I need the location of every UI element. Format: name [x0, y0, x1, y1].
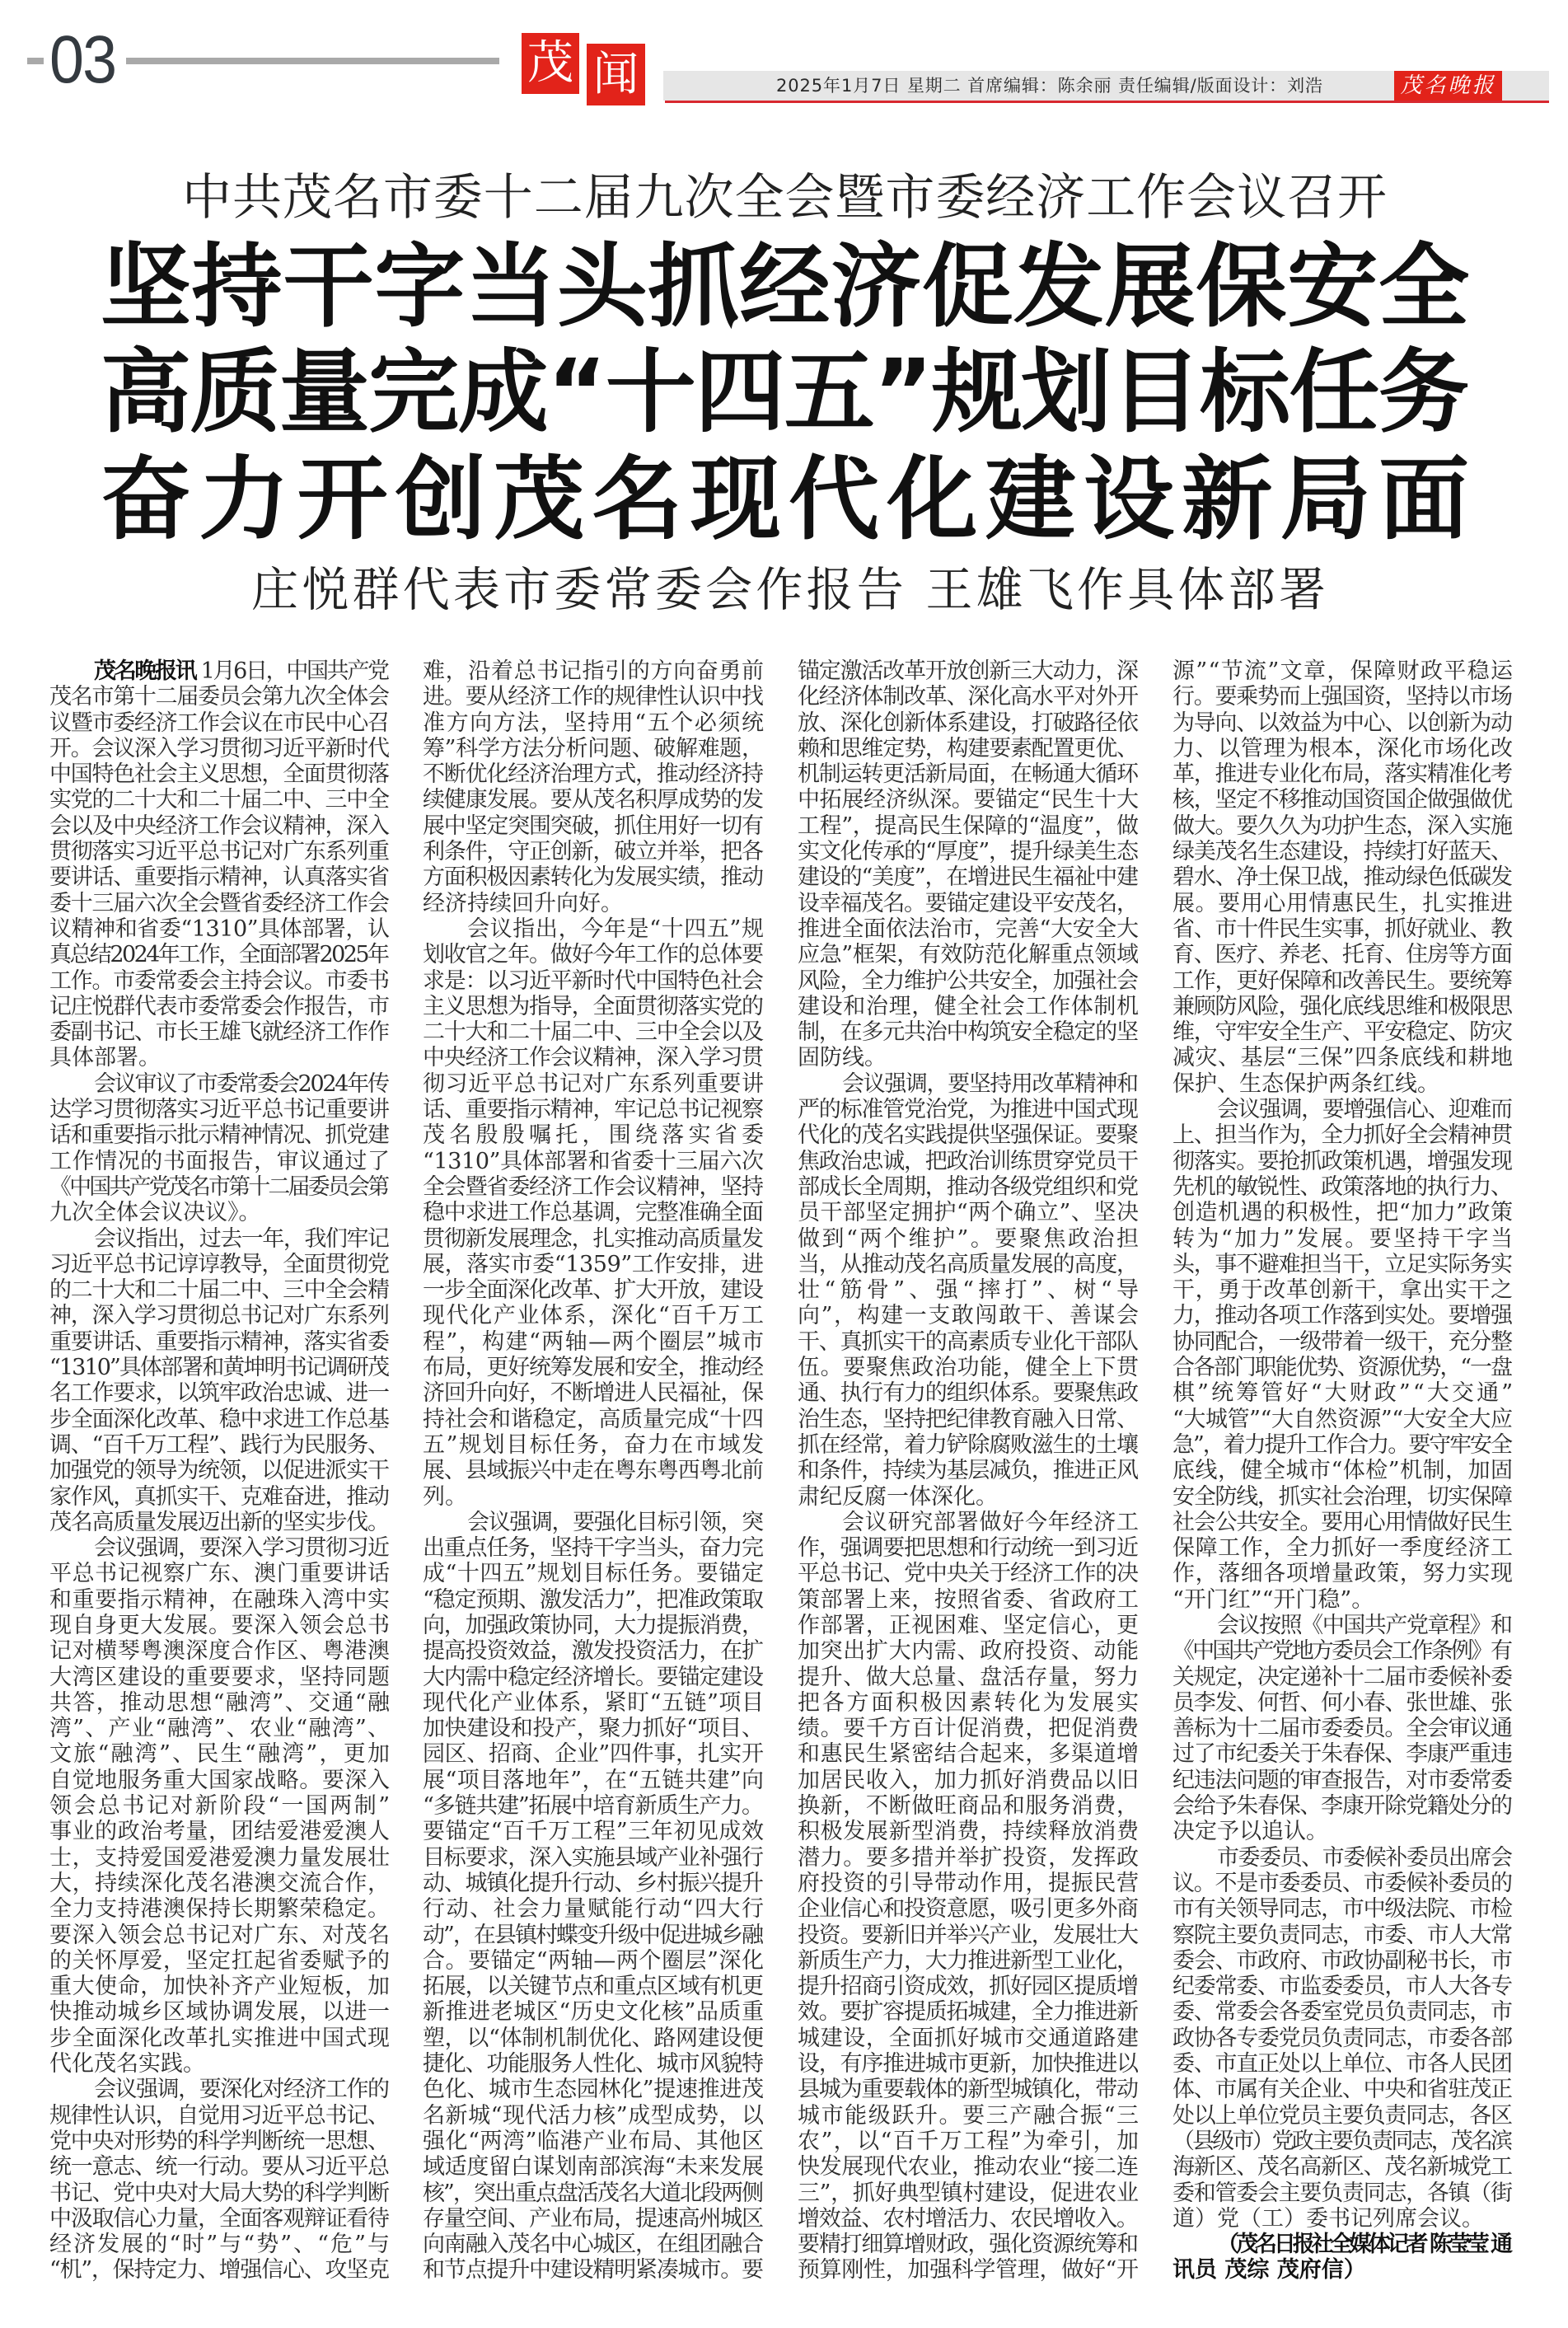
header-rule: [126, 58, 499, 64]
text-line: 建设的“美度”，在增进民生福祉中建: [798, 864, 1138, 891]
text-line: 稳中求进工作总基调，完整准确全面: [423, 1200, 763, 1226]
text-line: 先机的敏锐性、政策落地的执行力、: [1172, 1173, 1512, 1200]
text-line: 工作，更好保障和改善民生。要统筹: [1172, 967, 1512, 994]
headline-line: 奋力开创茂名现代化建设新局面: [101, 447, 1477, 552]
text-line: 机制运转更活新局面，在畅通大循环: [798, 761, 1138, 788]
text-line: 调、“百千万工程”、践行为民服务、: [49, 1431, 389, 1458]
article-column: [423, 658, 769, 2284]
text-line: 议。不是市委委员、市委候补委员的: [1172, 1870, 1512, 1896]
article-paragraph: [49, 1071, 390, 1226]
text-line: 锚定激活改革开放创新三大动力，深: [798, 658, 1138, 684]
text-line: 投资。要新旧并举兴产业，发展壮大: [798, 1922, 1138, 1948]
article-column: [1172, 658, 1516, 2284]
text-line: 和条件，持续为基层减负，推进正风: [798, 1458, 1138, 1484]
text-line: 具体部署。: [49, 1045, 161, 1071]
text-line: 统一意志、统一行动。要从习近平总: [49, 2154, 389, 2180]
text-line-content: 1月6日，中国共产党: [195, 658, 388, 684]
text-line: 焦政治忠诚，把政治训练贯穿党员干: [798, 1148, 1138, 1174]
text-line: 当，从推动茂名高质量发展的高度，: [798, 1251, 1138, 1277]
text-line: 现代化产业体系，紧盯“五链”项目: [423, 1689, 765, 1716]
text-line: （县级市）党政主要负责同志，茂名滨: [1172, 2128, 1511, 2154]
text-line: 协同配合，一级带着一级干，充分整: [1172, 1328, 1512, 1355]
text-line: 五”规划目标任务，奋力在市域发: [423, 1431, 765, 1458]
text-line: 决定予以追认。: [1172, 1819, 1328, 1845]
text-line: 部成长全周期，推动各级党组织和党: [798, 1173, 1138, 1200]
text-line: 设幸福茂名。要锚定建设平安茂名，: [798, 890, 1138, 916]
text-line: “机”，保持定力、增强信心、攻坚克: [49, 2257, 389, 2284]
text-line: 中国特色社会主义思想，全面贯彻落: [49, 761, 389, 788]
text-line: 做大。要久久为功护生态，深入实施: [1172, 813, 1512, 839]
text-line: 合。要锚定“两轴—两个圈层”深化: [423, 1947, 765, 1974]
text-line: 展，落实市委“1359”工作安排，进: [423, 1251, 764, 1277]
text-line: 固防线。: [798, 1045, 887, 1071]
text-line: 预算刚性，加强科学管理，做好“开: [798, 2257, 1139, 2284]
text-line: 神，深入学习贯彻总书记对广东系列: [49, 1303, 389, 1329]
text-line: 肃纪反腐一体深化。: [798, 1483, 998, 1510]
text-line: 向，加强政策协同，大力提振消费，: [423, 1612, 763, 1638]
text-line: 程”，构建“两轴—两个圈层”城市: [423, 1328, 765, 1355]
text-line: 会给予朱春保、李康开除党籍处分的: [1172, 1793, 1512, 1820]
headline-line: 坚持干字当头抓经济促发展保安全: [101, 234, 1470, 340]
text-line: 工作情况的书面报告，审议通过了: [49, 1148, 391, 1174]
article-paragraph: [49, 2077, 390, 2283]
text-line: 绿美茂名生态建设，持续打好蓝天、: [1172, 839, 1512, 865]
text-line: 中央经济工作会议精神，深入学习贯: [423, 1045, 763, 1071]
text-line: 的二十大和二十届二中、三中全会精: [49, 1277, 389, 1304]
article-paragraph: [49, 658, 390, 1071]
editor-designer: 责任编辑/版面设计：刘浩: [1117, 76, 1323, 96]
text-line: 减灾、基层“三保”四条底线和耕地: [1172, 1045, 1514, 1071]
issue-weekday: 星期二: [906, 76, 962, 96]
text-line: “大城管”“大自然资源”“大安全大应: [1172, 1406, 1513, 1432]
text-line: 茂名市第十二届委员会第九次全体会: [49, 684, 389, 710]
text-line: 湾”、产业“融湾”、农业“融湾”、: [49, 1716, 391, 1742]
text-line: 关规定，决定递补十二届市委候补委: [1172, 1664, 1512, 1690]
text-line: 绩。要千方百计促消费，把促消费: [798, 1716, 1140, 1742]
section-badge-char: 茂: [522, 33, 579, 94]
text-line: 平总书记视察广东、澳门重要讲话: [49, 1561, 391, 1587]
text-line: 记庄悦群代表市委常委会作报告，市: [49, 993, 389, 1019]
text-line: 核”，突出重点盘活茂名大道北段两侧: [423, 2180, 763, 2206]
text-line: 创造机遇的积极性，把“加力”政策: [1172, 1200, 1514, 1226]
text-line: “1310”具体部署和省委十三届六次: [423, 1148, 764, 1174]
text-line: 企业信心和投资意愿，吸引更多外商: [798, 1896, 1138, 1923]
text-line: 步全面深化改革扎实推进中国式现: [49, 2025, 391, 2051]
text-line: 名新城“现代活力核”成型成势，以: [423, 2102, 765, 2129]
text-line: 议暨市委经济工作会议在市民中心召: [49, 710, 389, 736]
text-line: 工程”，提高民生保障的“温度”，做: [798, 813, 1139, 839]
text-line: 重大使命，加快补齐产业短板，加: [49, 1974, 391, 2000]
text-line: 快发展现代农业，推动农业“接二连: [798, 2154, 1139, 2180]
text-line: 新质生产力，大力推进新型工业化，: [798, 1947, 1138, 1974]
text-line: 员李发、何哲、何小春、张世雄、张: [1172, 1689, 1512, 1716]
text-line: 会议强调，要深化对经济工作的: [94, 2077, 389, 2103]
text-line: 放、深化创新体系建设，打破路径依: [798, 710, 1138, 736]
text-line: 棋”统筹管好“大财政”“大交通”: [1172, 1380, 1516, 1407]
text-line: 源”“节流”文章，保障财政平稳运: [1172, 658, 1514, 684]
text-line: 和节点提升中建设精明紧凑城市。要: [423, 2257, 763, 2284]
text-line: 治生态，坚持把纪律教育融入日常、: [798, 1406, 1138, 1432]
article-paragraph: [1172, 658, 1513, 1097]
text-line: 转为“加力”发展。要坚持干字当: [1172, 1225, 1515, 1252]
text-line: 兼顾防风险，强化底线思维和极限思: [1172, 993, 1512, 1019]
text-line: 党中央对形势的科学判断统一思想、: [49, 2128, 389, 2154]
text-line: 士，支持爱国爱港爱澳力量发展壮: [49, 1844, 391, 1871]
text-line: 做到“两个维护”。要聚焦政治担: [798, 1225, 1141, 1252]
text-line: 方面积极因素转化为发展实绩，推动: [423, 864, 763, 891]
text-line: 九次全体会议决议》。: [49, 1200, 261, 1226]
text-line: 不断优化经济治理方式，推动经济持: [423, 761, 763, 788]
text-line: 把各方面积极因素转化为发展实: [798, 1689, 1141, 1716]
text-line: 员干部坚定拥护“两个确立”、坚决: [798, 1200, 1140, 1226]
text-line: 求是：以习近平新时代中国特色社会: [423, 967, 763, 994]
article-paragraph: [49, 1535, 390, 2077]
text-line: 道）党（工）委书记列席会议。: [1172, 2205, 1484, 2232]
text-line: 行。要乘势而上强国资，坚持以市场: [1172, 684, 1512, 710]
text-line: 家作风，真抓实干、克难奋进，推动: [49, 1483, 389, 1510]
dateline-underline: [665, 101, 1549, 103]
text-line: 委、市直正处以上单位、市各人民团: [1172, 2051, 1512, 2077]
text-line: 通、执行有力的组织体系。要聚焦政: [798, 1380, 1138, 1407]
text-line: 自觉地服务重大国家战略。要深入: [49, 1767, 391, 1793]
text-line: 力、以管理为根本，深化市场化改: [1172, 735, 1514, 761]
text-line: 抓在经常，着力铲除腐败滋生的土壤: [798, 1431, 1138, 1458]
text-line: 为导向、以效益为中心、以创新为动: [1172, 710, 1512, 736]
text-line: 经济持续回升向好。: [423, 890, 623, 916]
text-line: 经济发展的“时”与“势”、“危”与: [49, 2232, 392, 2258]
text-line: 续健康发展。要从茂名积厚成势的发: [423, 787, 763, 813]
text-line: 会议指出，今年是“十四五”规: [467, 916, 765, 942]
byline-line: （茂名日报社全媒体记者 陈莹莹 通: [1217, 2232, 1509, 2258]
text-line: 达学习贯彻落实习近平总书记重要讲: [49, 1097, 389, 1123]
text-line: 共答，推动思想“融湾”、交通“融: [49, 1689, 391, 1716]
article-paragraph: [423, 1510, 764, 2284]
page-number-dash: [27, 58, 44, 64]
text-line: 贯彻落实习近平总书记对广东系列重: [49, 839, 389, 865]
text-line: 建设和治理，健全社会工作体制机: [798, 993, 1140, 1019]
text-line: 存量空间、产业布局，提速高州城区: [423, 2205, 763, 2232]
article-paragraph: [1172, 1613, 1513, 1845]
text-line: 严的标准管党治党，为推进中国式现: [798, 1097, 1138, 1123]
text-line: 利条件，守正创新，破立并举，把各: [423, 839, 763, 865]
text-line: 准方向方法，坚持用“五个必须统: [423, 710, 765, 736]
text-line: 目标要求，深入实施县域产业补强行: [423, 1844, 763, 1871]
article-paragraph: [798, 658, 1139, 1071]
text-line: 海新区、茂名高新区、茂名新城党工: [1172, 2154, 1512, 2180]
text-line: 育、医疗、养老、托育、住房等方面: [1172, 942, 1512, 968]
text-line: 作，强调要把思想和行动统一到习近: [798, 1535, 1138, 1562]
text-line: 展中坚定突围突破，抓住用好一切有: [423, 813, 763, 839]
text-line: 要深入领会总书记对广东、对茂名: [49, 1922, 391, 1948]
text-line: 保障工作，全力抓好一季度经济工: [1172, 1535, 1514, 1562]
page-number: 03: [49, 22, 116, 97]
headline-line: 高质量完成“十四五”规划目标任务: [101, 340, 1468, 445]
headline-kicker: 中共茂名市委十二届九次全会暨市委经济工作会议召开: [182, 169, 1388, 227]
text-line: 事业的政治考量，团结爱港爱澳人: [49, 1819, 391, 1845]
issue-date: 2025年1月7日: [776, 76, 901, 96]
text-line: 干、真抓实干的高素质专业化干部队: [798, 1328, 1138, 1355]
text-line: 会议强调，要深入学习贯彻习近: [94, 1535, 389, 1562]
text-line: 急”，着力提升工作合力。要守牢安全: [1172, 1431, 1511, 1458]
text-line: 加强党的领导为统领，以促进派实干: [49, 1458, 389, 1484]
text-line: 过了市纪委关于朱春保、李康严重违: [1172, 1741, 1512, 1768]
text-line: 政协各专委党员负责同志，市委各部: [1172, 2025, 1512, 2051]
text-line: 茂名殷殷嘱托，围绕落实省委: [423, 1122, 769, 1149]
text-line: 现代化产业体系，深化“百千万工: [423, 1303, 765, 1329]
text-line: 会议强调，要增强信心、迎难而: [1217, 1097, 1512, 1123]
text-line: 效。要扩容提质拓城建，全力推进新: [798, 1999, 1138, 2026]
text-line: 动”，在县镇村蝶变升级中促进城乡融: [423, 1922, 763, 1948]
article-column: [798, 658, 1144, 2284]
text-line: 难，沿着总书记指引的方向奋勇前: [423, 658, 765, 684]
text-line: 加突出扩大内需、政府投资、动能: [798, 1638, 1140, 1665]
text-line: 强化“两湾”临港产业布局、其他区: [423, 2128, 765, 2154]
text-line: “1310”具体部署和黄坤明书记调研茂: [49, 1355, 389, 1381]
text-line: 保护、生态保护两条红线。: [1172, 1070, 1439, 1097]
article-paragraph: [798, 1070, 1144, 1510]
masthead-logo: 茂名晚报: [1394, 71, 1502, 101]
text-line: 书记、党中央对大局大势的科学判断: [49, 2180, 389, 2206]
text-line: 色化、城市生态园林化”提速推进茂: [423, 2077, 764, 2103]
text-line: 委、常委会各委室党员负责同志，市: [1172, 1999, 1512, 2026]
article-column: [49, 658, 390, 2284]
text-line: 底线，健全城市“体检”机制，加固: [1172, 1458, 1514, 1484]
text-line: “稳定预期、激发活力”，把准政策取: [423, 1586, 763, 1613]
text-line: 彻习近平总书记对广东系列重要讲: [423, 1070, 765, 1097]
text-line: 动、城镇化提升行动、乡村振兴提升: [423, 1870, 763, 1896]
text-line: 委副书记、市长王雄飞就经济工作作: [49, 1019, 389, 1046]
text-line: 拓展，以关键节点和重点区域有机更: [423, 1974, 763, 2000]
text-line: 头，事不避难担当干，立足实际务实: [1172, 1251, 1512, 1277]
text-line: 划收官之年。做好今年工作的总体要: [423, 942, 763, 968]
text-line: 会议强调，要坚持用改革精神和: [842, 1070, 1138, 1097]
text-line: 代化茂名实践。: [49, 2051, 205, 2077]
text-line: 化经济体制改革、深化高水平对外开: [798, 684, 1138, 710]
text-line: 潜力。要多措并举扩投资，发挥政: [798, 1844, 1140, 1871]
text-line: 现自身更大发展。要深入领会总书: [49, 1612, 391, 1638]
text-line: 会议研究部署做好今年经济工: [842, 1509, 1140, 1535]
text-line: 城建设，全面抓好城市交通道路建: [798, 2025, 1140, 2051]
text-line: 制，在多元共治中构筑安全稳定的坚: [798, 1019, 1138, 1046]
text-line: 加居民收入，加力抓好消费品以旧: [798, 1767, 1140, 1793]
text-line: 展“项目落地年”，在“五链共建”向: [423, 1767, 765, 1793]
text-line: 代化的茂名实践提供坚强保证。要聚: [798, 1122, 1138, 1149]
text-line: 《中国共产党茂名市第十二届委员会第: [49, 1173, 388, 1200]
text-line: 碧水、净土保卫战，推动绿色低碳发: [1172, 864, 1512, 891]
text-line: 善标为十二届市委委员。全会审议通: [1172, 1716, 1512, 1742]
text-line: 会议按照《中国共产党章程》和: [1217, 1612, 1512, 1638]
text-line: 换新，不断做旺商品和服务消费，: [798, 1793, 1140, 1820]
headline-subhead: 庄悦群代表市委常委会作报告 王雄飞作具体部署: [251, 563, 1330, 617]
text-line: 茂名高质量发展迈出新的坚实步伐。: [49, 1509, 389, 1535]
text-line: 力，推动各项工作落到实处。要增强: [1172, 1303, 1512, 1329]
text-line: 加快建设和投产，聚力抓好“项目、: [423, 1716, 764, 1742]
text-line: 会议指出，过去一年，我们牢记: [94, 1225, 389, 1252]
text-line: 应急”框架，有效防范化解重点领域: [798, 942, 1139, 968]
text-line: 城市能级跃升。要三产融合振“三: [798, 2102, 1140, 2129]
text-line: 的关怀厚爱，坚定扛起省委赋予的: [49, 1947, 391, 1974]
text-line: 会议强调，要强化目标引领，突: [467, 1509, 763, 1535]
text-line: 塑，以“体制机制优化、路网建设便: [423, 2025, 764, 2051]
text-line: 县城为重要载体的新型城镇化，带动: [798, 2077, 1138, 2103]
text-line: 全力支持港澳保持长期繁荣稳定。: [49, 1896, 391, 1923]
text-line: 快推动城乡区域协调发展，以进一: [49, 1999, 391, 2026]
text-line: 新推进老城区“历史文化核”品质重: [423, 1999, 765, 2026]
text-line: 向”，构建一支敢闯敢干、善谋会: [798, 1303, 1140, 1329]
text-line: 中拓展经济纵深。要锚定“民生十大: [798, 787, 1139, 813]
text-line: 三”，抓好典型镇村建设，促进农业: [798, 2180, 1139, 2206]
text-line: 大内需中稳定经济增长。要锚定建设: [423, 1664, 763, 1690]
text-line: 作部署，正视困难、坚定信心，更: [798, 1612, 1140, 1638]
text-line: 核，坚定不移推动国资国企做强做优: [1172, 787, 1512, 813]
text-line: 体、市属有关企业、中央和省驻茂正: [1172, 2077, 1512, 2103]
text-line: 增效益、农村增活力、农民增收入。: [798, 2205, 1138, 2232]
section-badge-char: 闻: [587, 44, 645, 105]
text-line: 领会总书记对新阶段“一国两制”: [49, 1793, 392, 1820]
text-line: 和惠民生紧密结合起来，多渠道增: [798, 1741, 1140, 1768]
text-line: 一步全面深化改革、扩大开放，建设: [423, 1277, 763, 1304]
text-line: 《中国共产党地方委员会工作条例》有: [1172, 1638, 1511, 1665]
text-line: 步全面深化改革、稳中求进工作总基: [49, 1406, 389, 1432]
text-line: 开。会议深入学习贯彻习近平新时代: [49, 735, 389, 761]
text-line: 纪违法问题的审查报告，对市委常委: [1172, 1767, 1512, 1793]
text-line: 捷化、功能服务人性化、城市风貌特: [423, 2051, 763, 2077]
text-line: 成“十四五”规划目标任务。要锚定: [423, 1561, 765, 1587]
text-line: 社会公共安全。要用心用情做好民生: [1172, 1509, 1512, 1535]
text-line: 会以及中央经济工作会议精神，深入: [49, 813, 389, 839]
text-line: 大，持续深化茂名港澳交流合作，: [49, 1870, 391, 1896]
text-line: 域适度留白谋划南部滨海“未来发展: [423, 2154, 764, 2180]
text-line: [49, 658, 390, 684]
text-line: 展。要用心用情惠民生，扎实推进: [1172, 890, 1514, 916]
article-paragraph: [423, 658, 764, 916]
text-line: 提高投资效益，激发投资活力，在扩: [423, 1638, 763, 1665]
text-line: 中汲取信心力量，全面客观辩证看待: [49, 2205, 389, 2232]
text-line: 要精打细算增财政，强化资源统筹和: [798, 2232, 1138, 2258]
text-line: 主义思想为指导，全面贯彻落实党的: [423, 993, 763, 1019]
text-line: 大湾区建设的重要要求，坚持同题: [49, 1664, 391, 1690]
text-line: 风险，全力维护公共安全，加强社会: [798, 967, 1138, 994]
text-line: 委和管委会主要负责同志，各镇（街: [1172, 2180, 1512, 2206]
dateline: [776, 71, 1322, 101]
text-line: 提升招商引资成效，抓好园区提质增: [798, 1974, 1138, 2000]
text-line: 市有关领导同志，市中级法院、市检: [1172, 1896, 1512, 1923]
text-line: 市委委员、市委候补委员出席会: [1217, 1844, 1512, 1871]
text-line: 工作。市委常委会主持会议。市委书: [49, 967, 389, 994]
text-line: 布局，更好统筹发展和安全，推动经: [423, 1355, 763, 1381]
article-paragraph: [423, 916, 769, 1510]
text-line: 彻落实。要抢抓政策机遇，增强发现: [1172, 1148, 1512, 1174]
text-line: 平总书记、党中央关于经济工作的决: [798, 1561, 1138, 1587]
text-line: 纪委常委、市监委委员，市人大各专: [1172, 1974, 1512, 2000]
text-line: 壮“筋骨”、强“摔打”、树“导: [798, 1277, 1144, 1304]
text-line: 农”，以“百千万工程”为牵引，加: [798, 2128, 1140, 2154]
text-line: 列。: [423, 1483, 467, 1510]
text-line: 处以上单位党员主要负责同志，各区: [1172, 2102, 1512, 2129]
text-line: 筹”科学方法分析问题、破解难题，: [423, 735, 764, 761]
text-line: 话、重要指示精神，牢记总书记视察: [423, 1097, 763, 1123]
text-line: “多链共建”拓展中培育新质生产力。: [423, 1793, 763, 1820]
text-line: 实文化传承的“厚度”，提升绿美生态: [798, 839, 1138, 865]
text-line: 真总结2024年工作，全面部署2025年: [49, 942, 388, 968]
text-line: 推进全面依法治市，完善“大安全大: [798, 916, 1139, 942]
byline-line: 讯员 茂综 茂府信）: [1172, 2257, 1366, 2284]
text-line: 持社会和谐稳定，高质量完成“十四: [423, 1406, 764, 1432]
text-line: 革，推进专业化布局，落实精准化考: [1172, 761, 1512, 788]
text-line: 和重要指示精神，在融珠入湾中实: [49, 1586, 391, 1613]
text-line: 园区、招商、企业”四件事，扎实开: [423, 1741, 764, 1768]
text-line: 伍。要聚焦政治功能，健全上下贯: [798, 1355, 1140, 1381]
text-line: 出重点任务，坚持干字当头，奋力完: [423, 1535, 763, 1562]
article-paragraph: [798, 1510, 1139, 2284]
text-line: 重要讲话、重要指示精神，落实省委: [49, 1328, 389, 1355]
article-paragraph: [1172, 1845, 1513, 2232]
text-line: 策部署上来，按照省委、省政府工: [798, 1586, 1140, 1613]
text-line: 赖和思维定势，构建要素配置更优、: [798, 735, 1138, 761]
text-line: 行动、社会力量赋能行动“四大行: [423, 1896, 765, 1923]
text-line: 文旅“融湾”、民生“融湾”，更加: [49, 1741, 392, 1768]
text-line: 向南融入茂名中心城区，在组团融合: [423, 2232, 763, 2258]
text-line: 合各部门职能优势、资源优势，“一盘: [1172, 1355, 1511, 1381]
byline: [1172, 2232, 1513, 2284]
text-line: 实党的二十大和二十届二中、三中全: [49, 787, 389, 813]
chief-editor: 首席编辑：陈余丽: [967, 76, 1112, 96]
text-line: 省、市十件民生实事，抓好就业、教: [1172, 916, 1512, 942]
text-line: 要锚定“百千万工程”三年初见成效: [423, 1819, 765, 1845]
text-line: 委会、市政府、市政协副秘书长，市: [1172, 1947, 1512, 1974]
text-line: 作，落细各项增量政策，努力实现: [1172, 1561, 1514, 1587]
text-line: 积极发展新型消费，持续释放消费: [798, 1819, 1140, 1845]
text-line: 提升、做大总量、盘活存量，努力: [798, 1664, 1140, 1690]
text-line: 察院主要负责同志，市委、市人大常: [1172, 1922, 1512, 1948]
text-line: 会议审议了市委常委会2024年传: [94, 1070, 388, 1097]
text-line: 记对横琴粤澳深度合作区、粤港澳: [49, 1638, 391, 1665]
text-line: 维，守牢安全生产、平安稳定、防灾: [1172, 1019, 1512, 1046]
text-line: 全会暨省委经济工作会议精神，坚持: [423, 1173, 763, 1200]
text-line: 干，勇于改革创新干，拿出实干之: [1172, 1277, 1514, 1304]
article-paragraph: [1172, 1097, 1516, 1613]
text-line: 规律性认识，自觉用习近平总书记、: [49, 2102, 389, 2129]
text-line: 济回升向好，不断增进人民福祉，保: [423, 1380, 763, 1407]
text-line: 习近平总书记谆谆教导，全面贯彻党: [49, 1251, 389, 1277]
text-line: 上、担当作为，全力抓好全会精神贯: [1172, 1122, 1512, 1149]
news-source-label: 茂名晚报讯: [94, 658, 196, 684]
text-line: 进。要从经济工作的规律性认识中找: [423, 684, 763, 710]
text-line: 话和重要指示批示精神情况、抓党建: [49, 1122, 389, 1149]
text-line: 议精神和省委“1310”具体部署，认: [49, 916, 390, 942]
text-line: “开门红”“开门稳”。: [1172, 1586, 1374, 1613]
text-line: 设，有序推进城市更新，加快推进以: [798, 2051, 1138, 2077]
text-line: 二十大和二十届二中、三中全会以及: [423, 1019, 763, 1046]
article-paragraph: [49, 1226, 390, 1536]
text-line: 名工作要求，以筑牢政治忠诚、进一: [49, 1380, 389, 1407]
text-line: 要讲话、重要指示精神，认真落实省: [49, 864, 389, 891]
text-line: 委十三届六次全会暨省委经济工作会: [49, 890, 389, 916]
text-line: 展、县域振兴中走在粤东粤西粤北前: [423, 1458, 763, 1484]
text-line: 府投资的引导带动作用，提振民营: [798, 1870, 1140, 1896]
text-line: 安全防线，抓实社会治理，切实保障: [1172, 1483, 1512, 1510]
text-line: 贯彻新发展理念，扎实推动高质量发: [423, 1225, 763, 1252]
